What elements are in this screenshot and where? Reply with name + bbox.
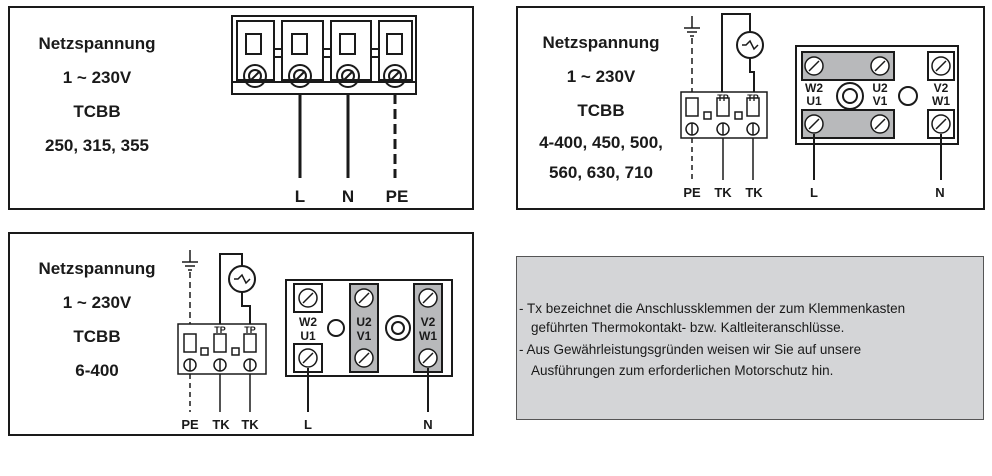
voltage: 1 ~ 230V bbox=[566, 67, 636, 86]
ground-icon bbox=[684, 16, 700, 92]
label-n: N bbox=[341, 187, 355, 206]
panel-tcbb-4-400-710 bbox=[516, 6, 985, 210]
wiring-diagram bbox=[10, 234, 472, 434]
label-tk: TK bbox=[212, 417, 230, 432]
voltage: 1 ~ 230V bbox=[62, 68, 132, 87]
heading: Netzspannung bbox=[542, 33, 660, 52]
label-n: N bbox=[935, 185, 945, 200]
label-u2: U2 bbox=[356, 315, 372, 329]
label-w2: W2 bbox=[299, 315, 317, 329]
model: TCBB bbox=[73, 327, 121, 346]
terminal-strip bbox=[232, 16, 416, 94]
note-line: geführten Thermokontakt- bzw. Kaltleiteranschlüsse. bbox=[531, 320, 845, 335]
sizes: 250, 315, 355 bbox=[45, 136, 149, 155]
label-l: L bbox=[294, 187, 306, 206]
label-n: N bbox=[423, 417, 433, 432]
note-line: Ausführungen zum erforderlichen Motorschutz hin. bbox=[531, 363, 834, 378]
sizes: 6-400 bbox=[75, 361, 119, 380]
sizes-line-2: 560, 630, 710 bbox=[549, 163, 653, 182]
label-tk: TK bbox=[714, 185, 732, 200]
note-box bbox=[516, 256, 984, 420]
label-l: L bbox=[810, 185, 818, 200]
thermistor-wiring bbox=[220, 254, 255, 324]
label-u1: U1 bbox=[300, 329, 316, 343]
terminal-block bbox=[282, 21, 323, 87]
panel-tcbb-6-400 bbox=[8, 232, 474, 436]
thermistor-wiring bbox=[722, 14, 763, 92]
label-w1: W1 bbox=[932, 94, 950, 108]
sizes-line-1: 4-400, 450, 500, bbox=[539, 133, 663, 152]
label-tk: TK bbox=[745, 185, 763, 200]
wires bbox=[300, 94, 395, 178]
label-tk: TK bbox=[241, 417, 259, 432]
voltage: 1 ~ 230V bbox=[62, 293, 132, 312]
model: TCBB bbox=[577, 101, 625, 120]
ground-icon bbox=[182, 250, 198, 324]
tp-label: TP bbox=[214, 325, 226, 335]
tp-label: TP bbox=[717, 93, 729, 103]
label-pe: PE bbox=[683, 185, 701, 200]
wiring-diagram bbox=[10, 8, 472, 208]
label-u2: U2 bbox=[872, 81, 888, 95]
label-pe: PE bbox=[385, 187, 409, 206]
note-line: - Aus Gewährleistungsgründen weisen wir Sie auf unsere bbox=[519, 342, 862, 357]
label-pe: PE bbox=[181, 417, 199, 432]
terminal-block bbox=[379, 21, 412, 87]
heading: Netzspannung bbox=[38, 259, 156, 278]
wiring-diagram bbox=[518, 8, 983, 208]
tp-label: TP bbox=[244, 325, 256, 335]
label-w2: W2 bbox=[805, 81, 823, 95]
terminal-block bbox=[331, 21, 371, 87]
note-line: - Tx bezeichnet die Anschlussklemmen der zum Klemmenkasten bbox=[519, 301, 906, 316]
thermistor-icon bbox=[737, 32, 763, 58]
model: TCBB bbox=[73, 102, 121, 121]
tp-label: TP bbox=[747, 93, 759, 103]
label-w1: W1 bbox=[419, 329, 437, 343]
label-v2: V2 bbox=[420, 315, 436, 329]
thermistor-icon bbox=[229, 266, 255, 292]
panel-tcbb-250-355 bbox=[8, 6, 474, 210]
label-v2: V2 bbox=[933, 81, 949, 95]
label-v1: V1 bbox=[356, 329, 372, 343]
label-v1: V1 bbox=[872, 94, 888, 108]
heading: Netzspannung bbox=[38, 34, 156, 53]
label-u1: U1 bbox=[806, 94, 822, 108]
terminal-block bbox=[237, 21, 274, 87]
label-l: L bbox=[304, 417, 312, 432]
